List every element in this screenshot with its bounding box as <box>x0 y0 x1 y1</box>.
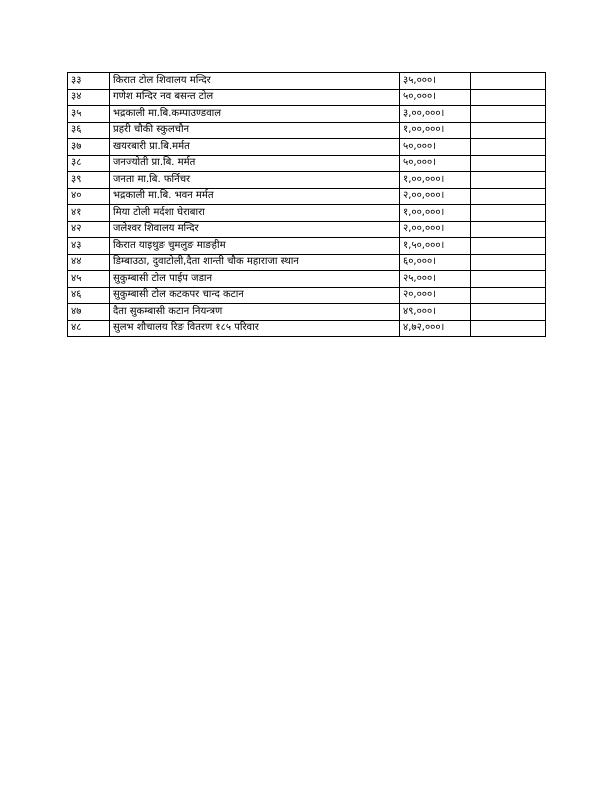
table-row <box>68 320 546 337</box>
row-description-cell: भद्रकाली मा.बि.कम्पाउण्डवाल <box>110 106 400 123</box>
row-remarks-cell <box>471 155 546 172</box>
row-remarks-cell <box>471 271 546 288</box>
table-row <box>68 172 546 189</box>
row-amount-cell: ५०,०००। <box>400 89 471 106</box>
table-row <box>68 287 546 304</box>
row-description-cell: सुकुम्बासी टोल पाईप जडान <box>110 271 400 288</box>
row-amount-cell: १,००,०००। <box>400 122 471 139</box>
row-amount-cell: ३५,०००। <box>400 73 471 90</box>
row-amount-cell: २,००,०००। <box>400 221 471 238</box>
row-description-cell: किरात टोल शिवालय मन्दिर <box>110 73 400 90</box>
table-row <box>68 139 546 156</box>
row-amount-cell: ५०,०००। <box>400 155 471 172</box>
table-row <box>68 205 546 222</box>
row-number-cell: ३६ <box>68 122 110 139</box>
table-row <box>68 254 546 271</box>
row-amount-cell: १,००,०००। <box>400 172 471 189</box>
row-number-cell: ३८ <box>68 155 110 172</box>
row-description-cell: सुलभ शौचालय रिङ वितरण १८५ परिवार <box>110 320 400 337</box>
row-description-cell: सुकुम्बासी टोल कटकपर चान्द कटान <box>110 287 400 304</box>
row-remarks-cell <box>471 254 546 271</box>
row-remarks-cell <box>471 106 546 123</box>
row-number-cell: ४५ <box>68 271 110 288</box>
table-row <box>68 122 546 139</box>
budget-table-body <box>68 73 546 337</box>
table-row <box>68 304 546 321</box>
table-row <box>68 188 546 205</box>
row-number-cell: ३३ <box>68 73 110 90</box>
row-remarks-cell <box>471 139 546 156</box>
row-amount-cell: २५,०००। <box>400 271 471 288</box>
row-amount-cell: ४,७२,०००। <box>400 320 471 337</box>
table-row <box>68 238 546 255</box>
row-amount-cell: १,५०,०००। <box>400 238 471 255</box>
row-number-cell: ४३ <box>68 238 110 255</box>
row-remarks-cell <box>471 238 546 255</box>
table-row <box>68 155 546 172</box>
row-remarks-cell <box>471 304 546 321</box>
row-remarks-cell <box>471 89 546 106</box>
row-number-cell: ३५ <box>68 106 110 123</box>
row-amount-cell: ३,००,०००। <box>400 106 471 123</box>
table-row <box>68 89 546 106</box>
row-description-cell: मिया टोली मर्दशा घेराबारा <box>110 205 400 222</box>
row-description-cell: प्रहरी चौकी स्कुलचौन <box>110 122 400 139</box>
row-amount-cell: २,००,०००। <box>400 188 471 205</box>
row-description-cell: खयरबारी प्रा.बि.मर्मत <box>110 139 400 156</box>
row-remarks-cell <box>471 221 546 238</box>
table-row <box>68 73 546 90</box>
row-number-cell: ४८ <box>68 320 110 337</box>
row-description-cell: दैता सुकम्बासी कटान नियन्त्रण <box>110 304 400 321</box>
row-description-cell: जनज्योती प्रा.बि. मर्मत <box>110 155 400 172</box>
row-description-cell: गणेश मन्दिर नव बसन्त टोल <box>110 89 400 106</box>
row-number-cell: ४१ <box>68 205 110 222</box>
row-description-cell: किरात याइथुङ चुमलुङ माङहीम <box>110 238 400 255</box>
row-number-cell: ४४ <box>68 254 110 271</box>
row-number-cell: ४० <box>68 188 110 205</box>
row-remarks-cell <box>471 320 546 337</box>
row-amount-cell: ४९,०००। <box>400 304 471 321</box>
row-number-cell: ३४ <box>68 89 110 106</box>
row-amount-cell: ५०,०००। <box>400 139 471 156</box>
table-row <box>68 271 546 288</box>
row-description-cell: डिम्बाउठा, दुवाटोली,दैता शान्ती चौक महाराजा स्थान <box>110 254 400 271</box>
row-number-cell: ४७ <box>68 304 110 321</box>
row-number-cell: ४२ <box>68 221 110 238</box>
table-row <box>68 221 546 238</box>
row-description-cell: जनता मा.बि. फर्निचर <box>110 172 400 189</box>
table-row <box>68 106 546 123</box>
row-number-cell: ३९ <box>68 172 110 189</box>
row-amount-cell: ६०,०००। <box>400 254 471 271</box>
row-remarks-cell <box>471 172 546 189</box>
row-number-cell: ३७ <box>68 139 110 156</box>
row-remarks-cell <box>471 122 546 139</box>
row-remarks-cell <box>471 287 546 304</box>
row-remarks-cell <box>471 205 546 222</box>
row-description-cell: जलेश्वर शिवालय मन्दिर <box>110 221 400 238</box>
row-remarks-cell <box>471 73 546 90</box>
row-description-cell: भद्रकाली मा.बि. भवन मर्मत <box>110 188 400 205</box>
row-remarks-cell <box>471 188 546 205</box>
row-amount-cell: २०,०००। <box>400 287 471 304</box>
row-amount-cell: १,००,०००। <box>400 205 471 222</box>
row-number-cell: ४६ <box>68 287 110 304</box>
budget-table <box>67 72 546 337</box>
